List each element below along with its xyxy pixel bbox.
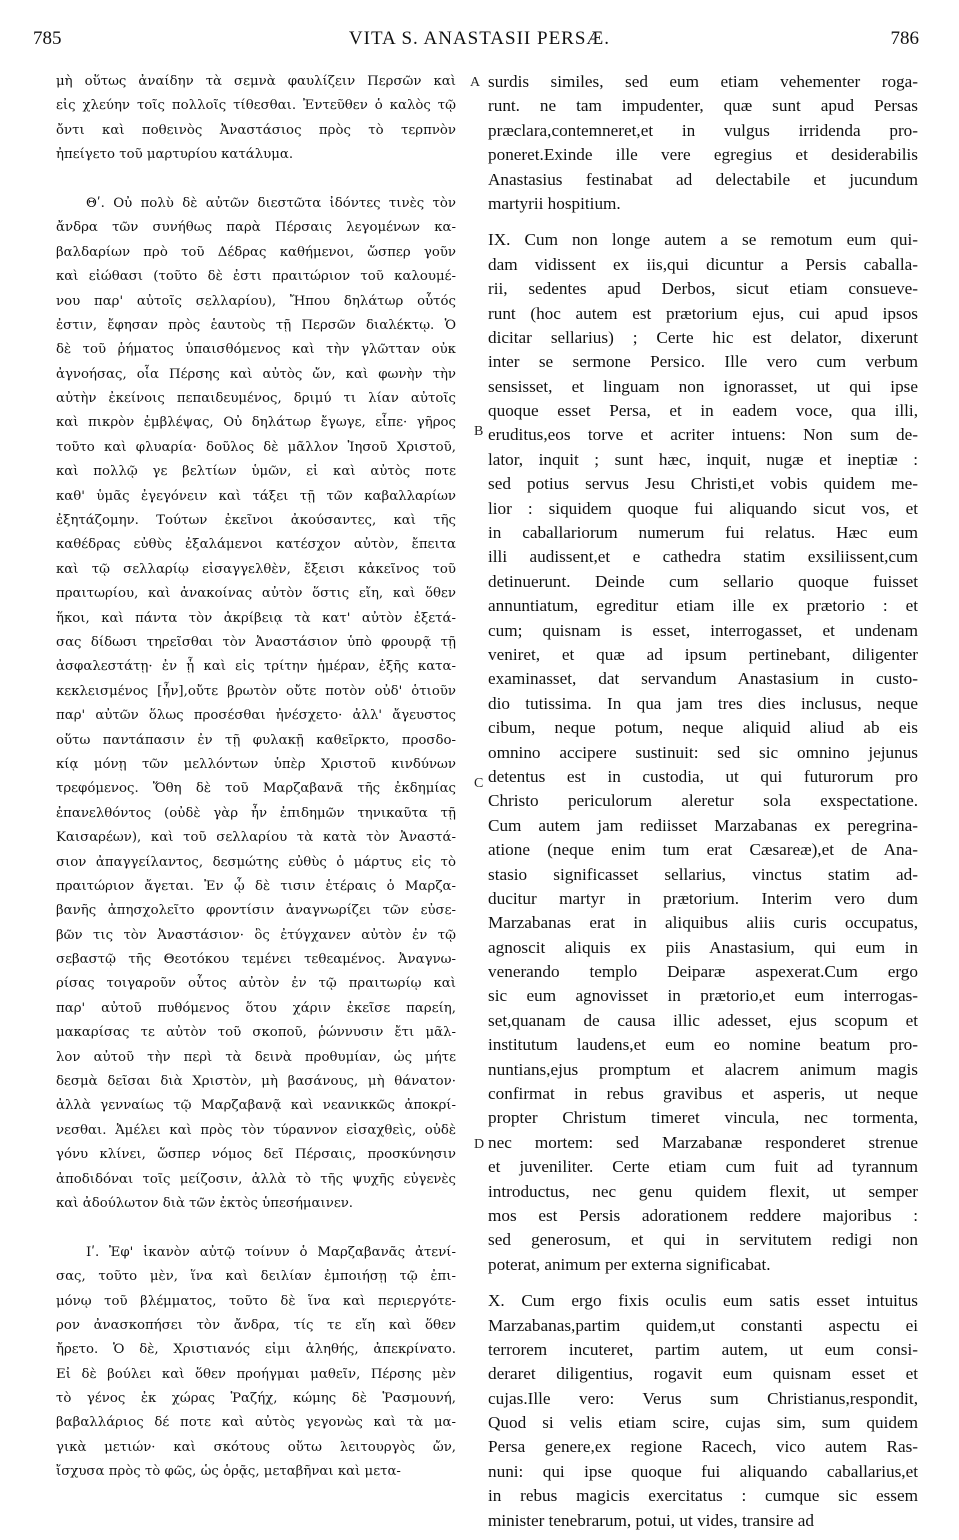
text-line: μακαρίσας τε αὐτὸν τοῦ σκοποῦ, ῥώννυσιν ἔτι μᾶλ-: [56, 1025, 456, 1041]
text-line: Marzabanas,partim quidem,ut constanti aspectu ei: [488, 1315, 918, 1335]
text-line: omnino accipere sustinuit: sed sic omnino jejunus: [488, 742, 918, 762]
text-line: κεκλεισμένος [ἦν],οὔτε βρωτὸν οὔτε ποτὸν οὐδ' ὁτιοῦν: [56, 683, 456, 699]
text-line: lator, inquit ; sunt hæc, inquit, nugæ et ineptiæ :: [488, 449, 918, 469]
text-line: nec mortem: sed Marzabanæ responderet strenue: [488, 1132, 918, 1152]
text-line: νεσθαι. Ἀμέλει καὶ πρὸς τὸν τύραννον εἰσαχθεὶς, οὐδὲ: [56, 1122, 456, 1138]
text-line: μόνῳ τοῦ βλέμματος, τοῦτο δὲ ἵνα καὶ περιεργότε-: [56, 1293, 456, 1309]
text-line: παρ' αὐτῶν ὅλως προσέσθαι ἠνέσχετο· ἀλλ' ἄγευστος: [56, 708, 456, 724]
text-line: quoque esset Persa, et in eadem voce, qua illi,: [488, 401, 918, 421]
text-line: βαλδαρίων πρὸ τοῦ Δέδρας καθήμενοι, ὥσπερ γοῦν: [56, 244, 456, 260]
latin-paragraph-2: [488, 228, 918, 1277]
text-line: ἀποδιδόναι τοῖς μείζοσιν, ἀλλὰ τὸ τῆς ψυχῆς εὐγενὲς: [56, 1171, 456, 1187]
text-line: minister tenebrarum, potui, ut vides, transire ad: [488, 1510, 815, 1530]
text-line: ducitur martyr in prætorium. Interim vero dum: [488, 888, 918, 908]
text-line: πραιτωρίου, καὶ ἀνακοίνας αὐτὸν ὅστις εἴη, καὶ ὅθεν: [56, 586, 456, 602]
text-line: eruditus,eos torve et acriter intuens: Non sum de-: [488, 425, 918, 445]
text-line: καὶ πολλῷ γε βελτίων ὑμῶν, εἰ καὶ αὐτὸς ποτε: [56, 464, 456, 480]
page-header: [0, 22, 959, 62]
text-line: detinuerunt. Deinde cum sellario quoque fuisset: [488, 571, 918, 591]
text-line: Καισαρέων), καὶ τοῦ σελλαρίου τὰ κατὰ τὸν Ἀναστά-: [56, 830, 456, 846]
text-line: præclara,contemneret,et in vulgus irridenda pro-: [488, 120, 918, 140]
text-line: ἥκοι, καὶ πάντα τὸν ἀκρίβειᾳ τὰ κατ' αὐτὸν ἐξετά-: [56, 610, 456, 626]
text-line: set,quanam de causa illic adesset, ejus scopum et: [488, 1010, 918, 1030]
text-line: propter Christum timeret vincula, nec tormenta,: [488, 1108, 918, 1128]
text-line: sic eum agnovisset in prætorio,et eum interrogas-: [488, 986, 918, 1006]
text-line: deraret diligentius, rogavit eum quisnam esset et: [488, 1364, 918, 1384]
text-line: terrorem incuteret, partim autem, ut eum consi-: [488, 1339, 918, 1359]
text-line: πραιτώριον ἄγεται. Ἐν ᾧ δὲ τισιν ἑτέραις ὁ Μαρζα-: [56, 878, 456, 894]
text-line: σεβαστῷ τῆς Θεοτόκου τεμένει τεθεαμένος. Ἀναγνω-: [56, 952, 456, 968]
text-line: Anastasius festinabat ad delectabile et jucundum: [488, 169, 918, 189]
greek-column: [56, 70, 456, 1485]
text-line: surdis similes, sed eum etiam vehementer roga-: [488, 72, 918, 91]
running-title: VITA S. ANASTASII PERSÆ.: [348, 28, 611, 49]
text-line: venerando templo Deiparæ aspexerat.Cum ergo: [488, 962, 918, 982]
text-line: ἤρετο. Ὁ δὲ, Χριστιανός εἰμι ἀληθής, ἀπεκρίνατο.: [56, 1342, 456, 1358]
text-line: κίᾳ μόνῃ τῶν μελλόντων ὑπὲρ Χριστοῦ κινδύνων: [56, 756, 456, 772]
text-line: βαβαλλάριος δέ ποτε καὶ αὐτὸς γεγονὼς καὶ τὰ μα-: [56, 1415, 456, 1431]
text-line: examinasset, dat servandum Anastasium in custo-: [488, 669, 918, 689]
text-line: in caballariorum numerum fui relatus. Hæc eum: [488, 523, 918, 543]
text-line: Cum autem jam rediisset Marzabanas ex peregrina-: [488, 815, 918, 835]
text-line: et juveniliter. Certe etiam cum fuit ad tyrannum: [488, 1157, 918, 1177]
text-line: ἐξητάζομην. Τούτων ἐκεῖνοι ἀκούσαντες, καὶ τῆς: [56, 513, 456, 529]
text-line: stasio significasset sellarius, vinctus statim ad-: [488, 864, 918, 884]
text-line: βανῆς ἀπησχολεῖτο φροντίσιν ἀναγνωρίζει τῶν εὐσε-: [56, 903, 456, 919]
page-number-right: 786: [890, 28, 919, 49]
text-line: runt. ne tam impudenter, quæ sunt apud Persas: [488, 96, 918, 116]
text-line: X. Cum ergo fixis oculis eum satis esset intuitus: [488, 1291, 918, 1311]
text-line: rii, sedentes apud Derbos, sicut etiam consueve-: [488, 279, 918, 299]
text-line: ἠπείγετο τοῦ μαρτυρίου κατάλυμα.: [56, 147, 294, 163]
text-line: poterat, animum per externa significabat.: [488, 1254, 771, 1274]
text-line: σας, τοῦτο μὲν, ἵνα καὶ δειλίαν ἐμποιήσῃ τῷ ἐπι-: [56, 1269, 456, 1285]
text-line: confirmat in rebus gravibus et asperis, ut neque: [488, 1084, 918, 1104]
text-line: inter se sermone Persico. Ille vero cum verbum: [488, 352, 918, 372]
text-line: λον αὐτοῦ τὴν περὶ τὰ δεινὰ προθυμίαν, ὡς μήτε: [56, 1049, 456, 1065]
text-line: καὶ τῷ σελλαρίῳ εἰσαγγελθὲν, ἔξεισι κἀκεῖνος τοῦ: [56, 561, 456, 577]
text-line: ἐστιν, ἔφησαν πρὸς ἑαυτοὺς τῇ Περσῶν διαλέκτῳ. Ὁ: [56, 317, 456, 333]
latin-paragraph-3: [488, 1289, 918, 1533]
text-line: cum; quisnam is esset, interrogasset, et undenam: [488, 620, 918, 640]
text-line: dicitar sellarius) ; Certe hic est delator, dixerunt: [488, 327, 918, 347]
text-line: σας δίδωσι τηρεῖσθαι τὸν Ἀναστάσιον ὑπὸ φρουρᾷ τῇ: [56, 634, 456, 650]
latin-paragraph-1: [488, 70, 918, 216]
text-line: Marzabanas erat in aliquibus aliis curis occupatus,: [488, 913, 918, 933]
text-line: cujas.Ille vero: Verus sum Christianus,respondit,: [488, 1388, 918, 1408]
margin-letter-c: C: [474, 776, 484, 791]
text-line: καθ' ὑμᾶς ἐγεγόνειν καὶ τάξει τῇ τῶν καβαλλαρίων: [56, 488, 456, 504]
text-line: cibum, neque potum, neque aliquid aliud ab eis: [488, 718, 918, 738]
text-line: ἄνδρα τῶν συνήθως παρὰ Πέρσαις λεγομένων κα-: [56, 220, 456, 236]
text-line: nuntians,ejus promptum et alacrem animum magis: [488, 1059, 918, 1079]
text-line: μὴ οὕτως ἀναίδην τὰ σεμνὰ φαυλίζειν Περσῶν καὶ: [56, 74, 456, 89]
text-line: οὕτω παντάπασιν ἐν τῇ φυλακῇ καθεῖρκτο, προσδο-: [56, 732, 456, 748]
text-line: καὶ ἀδούλωτον διὰ τῶν ἐκτὸς ὑπεσήμαινεν.: [56, 1195, 354, 1211]
text-line: sed generosum, et qui in servitutem redigi non: [488, 1230, 918, 1250]
text-line: dio tutissima. In qua jam tres dies inclusus, neque: [488, 693, 918, 713]
text-line: εἰς χλεύην τοῖς πολλοῖς τίθεσθαι. Ἐντεῦθεν ὁ καλὸς τῷ: [56, 98, 456, 114]
text-line: ἀγνοήσας, οἷα Πέρσης καὶ αὐτὸς ὤν, καὶ φωνὴν τὴν: [56, 366, 456, 382]
text-line: illi audissent,et e cathedra statim exsiliissent,cum: [488, 547, 918, 567]
text-line: introductus, nec genu quidem flexit, ut semper: [488, 1181, 918, 1201]
text-line: detentus est in custodia, ut qui futurorum pro: [488, 766, 918, 786]
text-line: καὶ πικρὸν ἐμβλέψας, Οὐ δηλάτωρ ἔγωγε, εἶπε· γῆρος: [56, 415, 456, 431]
text-line: Persa genere,ex regione Racech, vico autem Ras-: [488, 1437, 918, 1457]
text-line: γόνυ κλίνει, ὥσπερ νόμος δεῖ Πέρσαις, προσκύνησιν: [56, 1147, 456, 1163]
text-line: σιον ἀπαγγείλαντος, δεσμώτης εὐθὺς ὁ μάρτυς εἰς τὸ: [56, 854, 456, 870]
text-line: sensisset, et linguam non ignorasset, ut qui ipse: [488, 376, 918, 396]
text-line: sed potius servus Jesu Christi,et vobis quidem me-: [488, 474, 918, 494]
text-line: βῶν τις τὸν Ἀναστάσιον· ὃς ἐτύγχανεν αὐτὸν ἐν τῷ: [56, 927, 456, 943]
text-line: δὲ τοῦ ῥήματος ὑπαισθόμενος καὶ τὴν γλῶτταν οὐκ: [56, 342, 456, 358]
text-line: γικὰ μετιών· καὶ σκότους οὕτω λειτουργὸς ὤν,: [56, 1439, 456, 1455]
text-line: agnoscit aliquis ex piis Anastasium, qui eum in: [488, 937, 918, 957]
text-line: ρον ἀνασκοπήσει τὸν ἄνδρα, τίς τε εἴη καὶ ὅθεν: [56, 1317, 456, 1333]
text-line: Iʹ. Ἐφ' ἱκανὸν αὐτῷ τοίνυν ὁ Μαρζαβανᾶς ἀτενί-: [86, 1244, 456, 1260]
text-line: δεσμὰ δεῖσαι διὰ Χριστὸν, μὴ βασάνους, μὴ θάνατον·: [56, 1074, 456, 1090]
text-line: dam vidissent ex iis,qui dicuntur a Persis caballa-: [488, 254, 918, 274]
latin-column: [488, 70, 918, 1533]
text-line: τρεφόμενος. Ὅθη δὲ τοῦ Μαρζαβανᾶ τῆς ἐκδημίας: [56, 781, 456, 797]
greek-paragraph-2: [56, 192, 456, 1216]
text-line: runt (hoc autem est prætorium ejus, cui apud ipsos: [488, 303, 918, 323]
text-line: institutum laudens,et eum eo nomine beatum pro-: [488, 1035, 918, 1055]
page-number-left: 785: [33, 28, 62, 49]
text-line: ἴσχυσα πρὸς τὸ φῶς, ὡς ὁρᾷς, μεταβῆναι καὶ μετα-: [56, 1464, 401, 1480]
margin-letter-d: D: [474, 1137, 485, 1152]
greek-paragraph-1: [56, 70, 456, 168]
text-line: veniret, et quæ ad ipsum pertinebant, diligenter: [488, 644, 918, 664]
margin-letter-a: A: [470, 75, 481, 90]
text-line: αὐτὴν ἐκείνοις πεπαιδευμένος, δριμύ τι λίαν αὐτοῖς: [56, 391, 456, 407]
text-line: ὄντι καὶ ποθεινὸς Ἀναστάσιος πρὸς τὸ τερπνὸν: [56, 122, 456, 138]
text-line: martyrii hospitium.: [488, 193, 621, 213]
text-line: ἀσφαλεστάτῃ· ἐν ᾗ καὶ εἰς τρίτην ἡμέραν, ἐξῆς κατα-: [56, 659, 456, 675]
margin-letter-b: B: [474, 424, 484, 439]
greek-paragraph-3: [56, 1241, 456, 1485]
text-line: τὸ γένος ἐκ χώρας Ῥαζήχ, κώμης δὲ Ῥασμουνή,: [56, 1391, 456, 1407]
text-line: nuni: qui ipse quoque fui aliquando caballarius,et: [488, 1461, 918, 1481]
text-line: Θʹ. Οὐ πολὺ δὲ αὐτῶν διεστῶτα ἰδόντες τινὲς τὸν: [86, 195, 456, 211]
text-line: IX. Cum non longe autem a se remotum eum qui-: [488, 230, 918, 250]
text-line: in rebus magicis exercitatus : cumque sic essem: [488, 1486, 918, 1506]
text-line: καὶ εἰώθασι (τοῦτο δὲ ἐστι πραιτώριον τοῦ καλουμέ-: [56, 269, 456, 285]
text-line: ἀλλὰ γενναίως τῷ Μαρζαβανᾷ καὶ νεανικκῶς ἀποκρί-: [56, 1098, 456, 1114]
text-line: atione (neque enim tum erat Cæsareæ),et de Ana-: [488, 840, 918, 860]
text-line: Εἰ δὲ βούλει καὶ ὅθεν προήγμαι μαθεῖν, Πέρσης μὲν: [56, 1366, 456, 1382]
text-line: lior : siquidem quoque fui aliquando sicut vos, et: [488, 498, 918, 518]
text-line: poneret.Exinde ille vere egregius et desiderabilis: [488, 145, 918, 165]
text-line: Quod si velis etiam scire, cujas sim, sum quidem: [488, 1413, 918, 1433]
text-line: annuntiatum, egreditur etiam ille ex prætorio : et: [488, 596, 918, 616]
text-line: νου παρ' αὐτοῖς σελλαρίου), Ἤπου δηλάτωρ οὗτός: [56, 293, 456, 309]
text-line: καθέδρας εὐθὺς ἐξαλάμενοι κατέσχον αὐτὸν, ἔπειτα: [56, 537, 456, 553]
text-line: mos est Persis adorationem reddere majoribus :: [488, 1205, 918, 1225]
text-line: Christo periculorum aleretur sola exspectatione.: [488, 791, 918, 811]
text-line: ρίσας τοιγαροῦν οὗτος αὐτὸν ἐν τῷ πραιτωρίῳ καὶ: [56, 976, 456, 992]
text-line: τοῦτο καὶ φλυαρία· δοῦλος δὲ μᾶλλον Ἰησοῦ Χριστοῦ,: [56, 439, 456, 455]
text-line: παρ' αὐτοῦ πυθόμενος ὅτου χάριν ἐκεῖσε παρείη,: [56, 1000, 456, 1016]
text-line: ἐπανελθόντος (οὐδὲ γὰρ ἦν ἐπιδημῶν τηνικαῦτα τῇ: [56, 805, 456, 821]
